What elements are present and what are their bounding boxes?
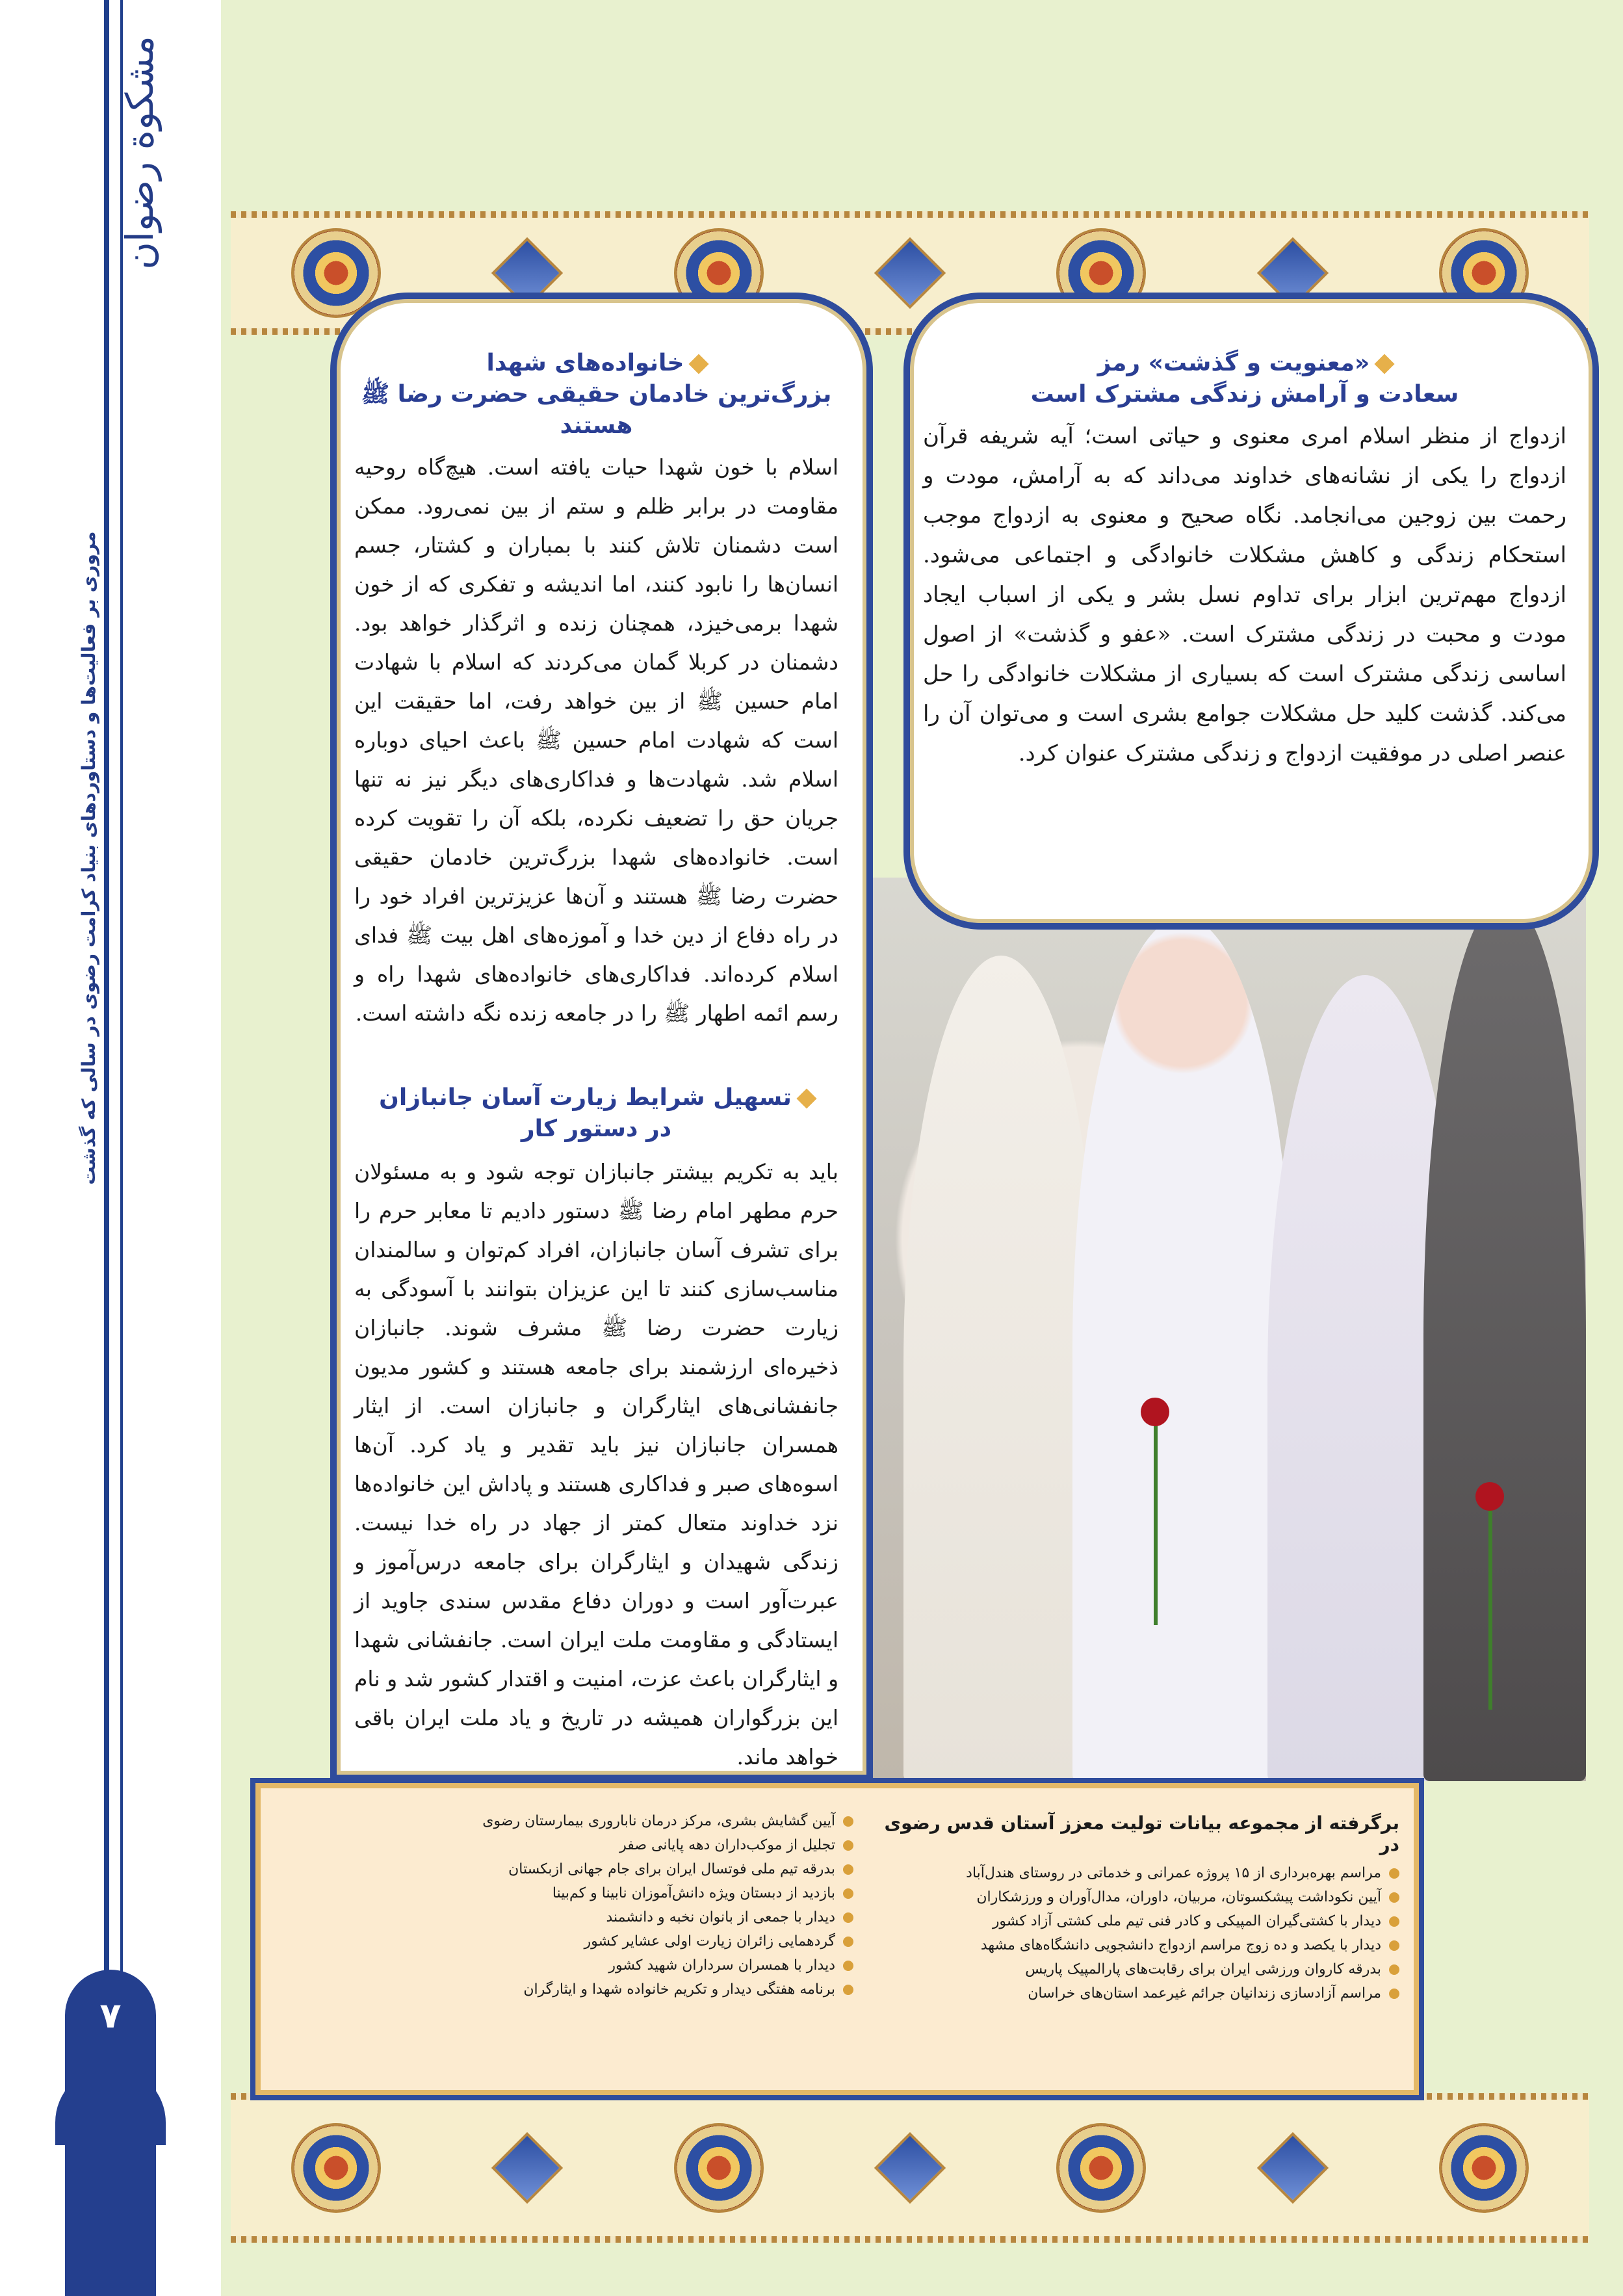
bullet-icon <box>843 1985 853 1995</box>
ornament-medallion <box>1439 2123 1529 2213</box>
rose <box>1141 1398 1169 1426</box>
bottom-ornament-border <box>231 2093 1589 2243</box>
margin-line <box>104 0 109 2296</box>
list-item-text: مراسم آزادسازی زندانیان جرائم غیرعمد استان‌های خراسان <box>1028 1985 1381 2002</box>
bullet-icon <box>1389 1916 1399 1927</box>
bullet-icon <box>843 1888 853 1899</box>
list-item <box>879 1933 1399 1957</box>
section-heading <box>923 348 1566 410</box>
bullet-icon <box>843 1864 853 1875</box>
list-item <box>281 1977 853 2002</box>
ornament-diamond <box>1256 2132 1328 2204</box>
bullet-icon <box>843 1840 853 1851</box>
wedding-photo <box>864 878 1586 1781</box>
heading-bullet-icon <box>689 354 709 374</box>
list-item <box>281 1857 853 1881</box>
page-badge-tail <box>65 2054 156 2296</box>
ornament-diamond <box>874 237 946 309</box>
section-body: باید به تکریم بیشتر جانبازان توجه شود و به مسئولان حرم مطهر امام رضا ﷺ دستور دادیم تا معابر حرم را برای تشرف آسان جانبازان، افراد کم‌توان و سالمندان مناسب‌سازی کنند تا این عزیزان بتوانند با آسودگی به زیارت حضرت رضا ﷺ مشرف شوند. جانبازان ذخیره‌ای ارزشمند برای جامعه هستند و کشور مدیون جانفشانی‌های ایثارگران و جانبازان است. از ایثار همسران جانبازان نیز باید تقدیر و یاد کرد. آن‌ها اسوه‌های صبر و فداکاری هستند و پاداش این خانواده‌ها نزد خداوند متعال کمتر از جهاد در راه خدا نیست. زندگی شهیدان و ایثارگران برای جامعه درس‌آموز و عبرت‌آور است و دوران دفاع مقدس سندی جاوید از ایستادگی و مقاومت ملت ایران است. جانفشانی شهدا و ایثارگران باعث عزت، امنیت و اقتدار کشور شد و نام این بزرگواران همیشه در تاریخ و یاد ملت ایران باقی خواهد ماند. <box>354 1159 838 1769</box>
section-spirituality <box>923 348 1566 774</box>
bullet-icon <box>1389 1989 1399 1999</box>
heading-line: هستند <box>560 412 633 439</box>
ornament-diamond <box>874 2132 946 2204</box>
sources-title: برگرفته از مجموعه بیانات تولیت معزز آستان قدس رضوی در <box>884 1812 1399 1855</box>
heading-line: خانواده‌های شهدا <box>486 350 684 376</box>
margin-line-thin <box>120 0 123 2296</box>
heading-bullet-icon <box>1375 354 1395 374</box>
bullet-icon <box>1389 1940 1399 1951</box>
list-item-text: دیدار با کشتی‌گیران المپیکی و کادر فنی تیم ملی کشتی آزاد کشور <box>992 1913 1381 1929</box>
list-item <box>281 1881 853 1905</box>
bullet-icon <box>843 1961 853 1971</box>
list-item-text: دیدار با یکصد و ده زوج مراسم ازدواج دانشجویی دانشگاه‌های مشهد <box>980 1937 1381 1953</box>
ornament-medallion <box>1056 2123 1146 2213</box>
list-item <box>879 1861 1399 1885</box>
list-item-text: مراسم بهره‌برداری از ۱۵ پروژه عمرانی و خدماتی در روستای هندل‌آباد <box>966 1865 1381 1881</box>
rose-stem <box>1488 1495 1492 1710</box>
running-title: مروری بر فعالیت‌ها و دستاوردهای بنیاد کرامت رضوی در سالی که گذشت <box>78 531 99 1185</box>
logo-text: مشکوة رضوان <box>118 36 162 270</box>
list-item-text: گردهمایی زائران زیارت اولی عشایر کشور <box>584 1933 835 1950</box>
heading-line: بزرگ‌ترین خادمان حقیقی حضرت رضا ﷺ <box>361 381 832 408</box>
bullet-icon <box>1389 1892 1399 1903</box>
bullet-icon <box>843 1816 853 1827</box>
page-number-badge <box>65 1970 156 2061</box>
photo-bride <box>1072 917 1293 1781</box>
heading-bullet-icon <box>796 1088 816 1108</box>
heading-line: در دستور کار <box>521 1115 672 1142</box>
bullet-icon <box>843 1937 853 1947</box>
section-heading <box>354 1082 838 1145</box>
list-item <box>281 1809 853 1833</box>
list-item-text: برنامه هفتگی دیدار و تکریم خانواده شهدا و ایثارگران <box>523 1981 835 1998</box>
sources-box <box>250 1778 1424 2100</box>
list-item-text: دیدار با جمعی از بانوان نخبه و دانشمند <box>606 1909 835 1925</box>
list-item-text: آیین نکوداشت پیشکسوتان، مربیان، داوران، مدال‌آوران و ورزشکاران <box>976 1889 1381 1905</box>
section-heading <box>354 348 838 441</box>
page-number: ۷ <box>99 1994 122 2036</box>
list-item-text: بدرقه تیم ملی فوتسال ایران برای جام جهانی ازبکستان <box>508 1861 835 1877</box>
list-item-text: تجلیل از موکب‌داران دهه پایانی صفر <box>619 1837 835 1853</box>
rose <box>1475 1482 1504 1511</box>
list-item <box>281 1953 853 1977</box>
ornament-medallion <box>674 2123 764 2213</box>
ornament-diamond <box>491 2132 563 2204</box>
list-item-text: دیدار با همسران سرداران شهید کشور <box>608 1957 835 1974</box>
list-item-text: آیین گشایش بشری، مرکز درمان ناباروری بیمارستان رضوی <box>482 1813 835 1829</box>
list-item <box>879 1981 1399 2005</box>
section-veterans <box>354 1082 838 1777</box>
section-martyr-families <box>354 348 838 1033</box>
heading-line: سعادت و آرامش زندگی مشترک است <box>1030 381 1459 408</box>
heading-line: «معنویت و گذشت» رمز <box>1097 350 1370 376</box>
rose-stem <box>1154 1411 1158 1625</box>
list-item <box>281 1833 853 1857</box>
list-item <box>281 1929 853 1953</box>
heading-line: تسهیل شرایط زیارت آسان جانبازان <box>379 1084 792 1111</box>
list-item <box>879 1957 1399 1981</box>
photo-person <box>903 956 1098 1781</box>
magazine-logo <box>97 36 182 270</box>
list-item <box>879 1885 1399 1909</box>
list-item <box>281 1905 853 1929</box>
left-margin <box>0 0 221 2296</box>
bullet-icon <box>843 1912 853 1923</box>
section-body: ازدواج از منظر اسلام امری معنوی و حیاتی است؛ آیه شریفه قرآن ازدواج را یکی از نشانه‌های خداوند می‌داند که به آرامش، مودت و رحمت بین زوجین می‌انجامد. نگاه صحیح و معنوی به ازدواج موجب استحکام زندگی و کاهش مشکلات خانوادگی و اجتماعی می‌شود. ازدواج مهم‌ترین ابزار برای تداوم نسل بشر و یکی از اسباب ایجاد مودت و محبت در زندگی مشترک است. «عفو و گذشت» از اصول اساسی زندگی مشترک است که بسیاری از مشکلات خانوادگی را حل می‌کند. گذشت کلید حل مشکلات جوامع بشری است و می‌توان آن را عنصر اصلی در موفقیت ازدواج و زندگی مشترک عنوان کرد. <box>923 423 1566 766</box>
sources-list-left <box>281 1809 853 2002</box>
bullet-icon <box>1389 1868 1399 1879</box>
ornament-medallion <box>291 2123 381 2213</box>
photo-groom <box>1423 897 1586 1781</box>
bullet-icon <box>1389 1964 1399 1975</box>
section-body: اسلام با خون شهدا حیات یافته است. هیچ‌گاه روحیه مقاومت در برابر ظلم و ستم از بین نمی‌رود. ممکن است دشمنان تلاش کنند با بمباران و کشتار، جسم انسان‌ها را نابود کنند، اما اندیشه و تفکری که از خون شهدا برمی‌خیزد، همچنان زنده و اثرگذار خواهد بود. دشمنان در کربلا گمان می‌کردند که اسلام با شهادت امام حسین ﷺ از بین خواهد رفت، اما حقیقت این است که شهادت امام حسین ﷺ باعث احیای دوباره اسلام شد. شهادت‌ها و فداکاری‌های دیگر نیز نه تنها جریان حق را تضعیف نکرده، بلکه آن را تقویت کرده است. خانواده‌های شهدا بزرگ‌ترین خادمان حقیقی حضرت رضا ﷺ هستند و آن‌ها عزیزترین افراد خود را در راه دفاع از دین خدا و آموزه‌های اهل بیت ﷺ فدای اسلام کرده‌اند. فداکاری‌های خانواده‌های شهدا راه و رسم ائمه اطهار ﷺ را در جامعه زنده نگه داشته است. <box>354 454 839 1026</box>
list-item-text: بدرقه کاروان ورزشی ایران برای رقابت‌های پارالمپیک پاریس <box>1025 1961 1381 1977</box>
list-item <box>879 1909 1399 1933</box>
list-item-text: بازدید از دبستان ویژه دانش‌آموزان نابینا و کم‌بینا <box>552 1885 835 1901</box>
sources-list-right <box>879 1861 1399 2005</box>
